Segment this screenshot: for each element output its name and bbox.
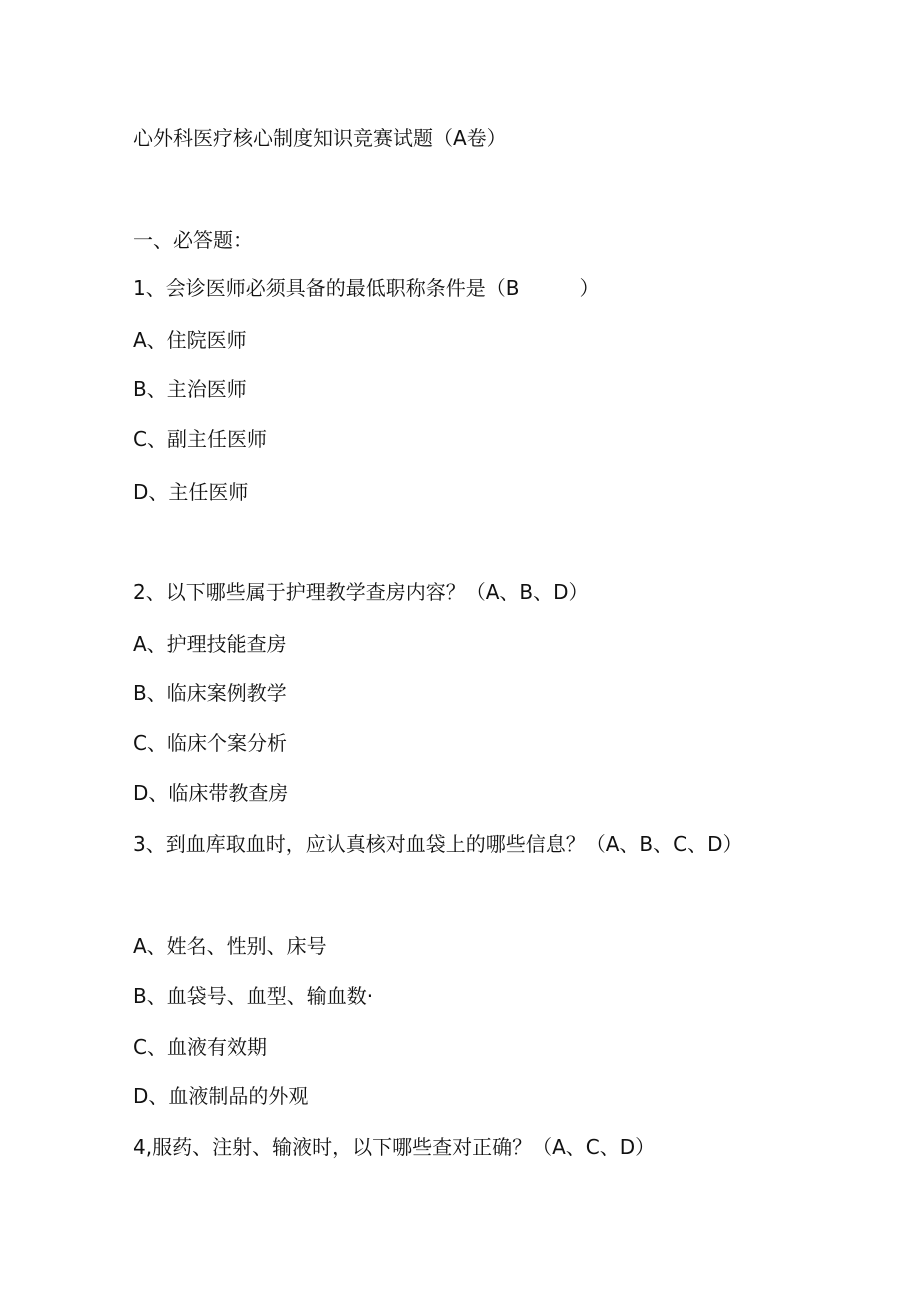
question-1-option-b: B、主治医师 (133, 377, 247, 401)
question-1-option-a: A、住院医师 (133, 328, 247, 352)
question-3-option-c: C、血液有效期 (133, 1035, 267, 1059)
question-4: 4,服药、注射、输液时，以下哪些查对正确？（A、C、D） (133, 1135, 656, 1159)
question-1-option-c: C、副主任医师 (133, 427, 267, 451)
document-title: 心外科医疗核心制度知识竞赛试题（A卷） (133, 126, 507, 150)
question-1: 1、会诊医师必须具备的最低职称条件是（B ） (133, 276, 600, 300)
section-heading: 一、必答题： (133, 228, 253, 252)
question-2: 2、以下哪些属于护理教学查房内容？（A、B、D） (133, 580, 589, 604)
question-3-option-d: D、血液制品的外观 (133, 1084, 309, 1108)
question-3-option-b: B、血袋号、血型、输血数· (133, 984, 374, 1008)
question-3: 3、到血库取血时，应认真核对血袋上的哪些信息？（A、B、C、D） (133, 832, 743, 856)
question-2-option-c: C、临床个案分析 (133, 731, 287, 755)
question-2-option-d: D、临床带教查房 (133, 781, 289, 805)
question-3-option-a: A、姓名、性别、床号 (133, 934, 327, 958)
question-2-option-a: A、护理技能查房 (133, 632, 287, 656)
question-1-option-d: D、主任医师 (133, 480, 249, 504)
question-2-option-b: B、临床案例教学 (133, 681, 287, 705)
